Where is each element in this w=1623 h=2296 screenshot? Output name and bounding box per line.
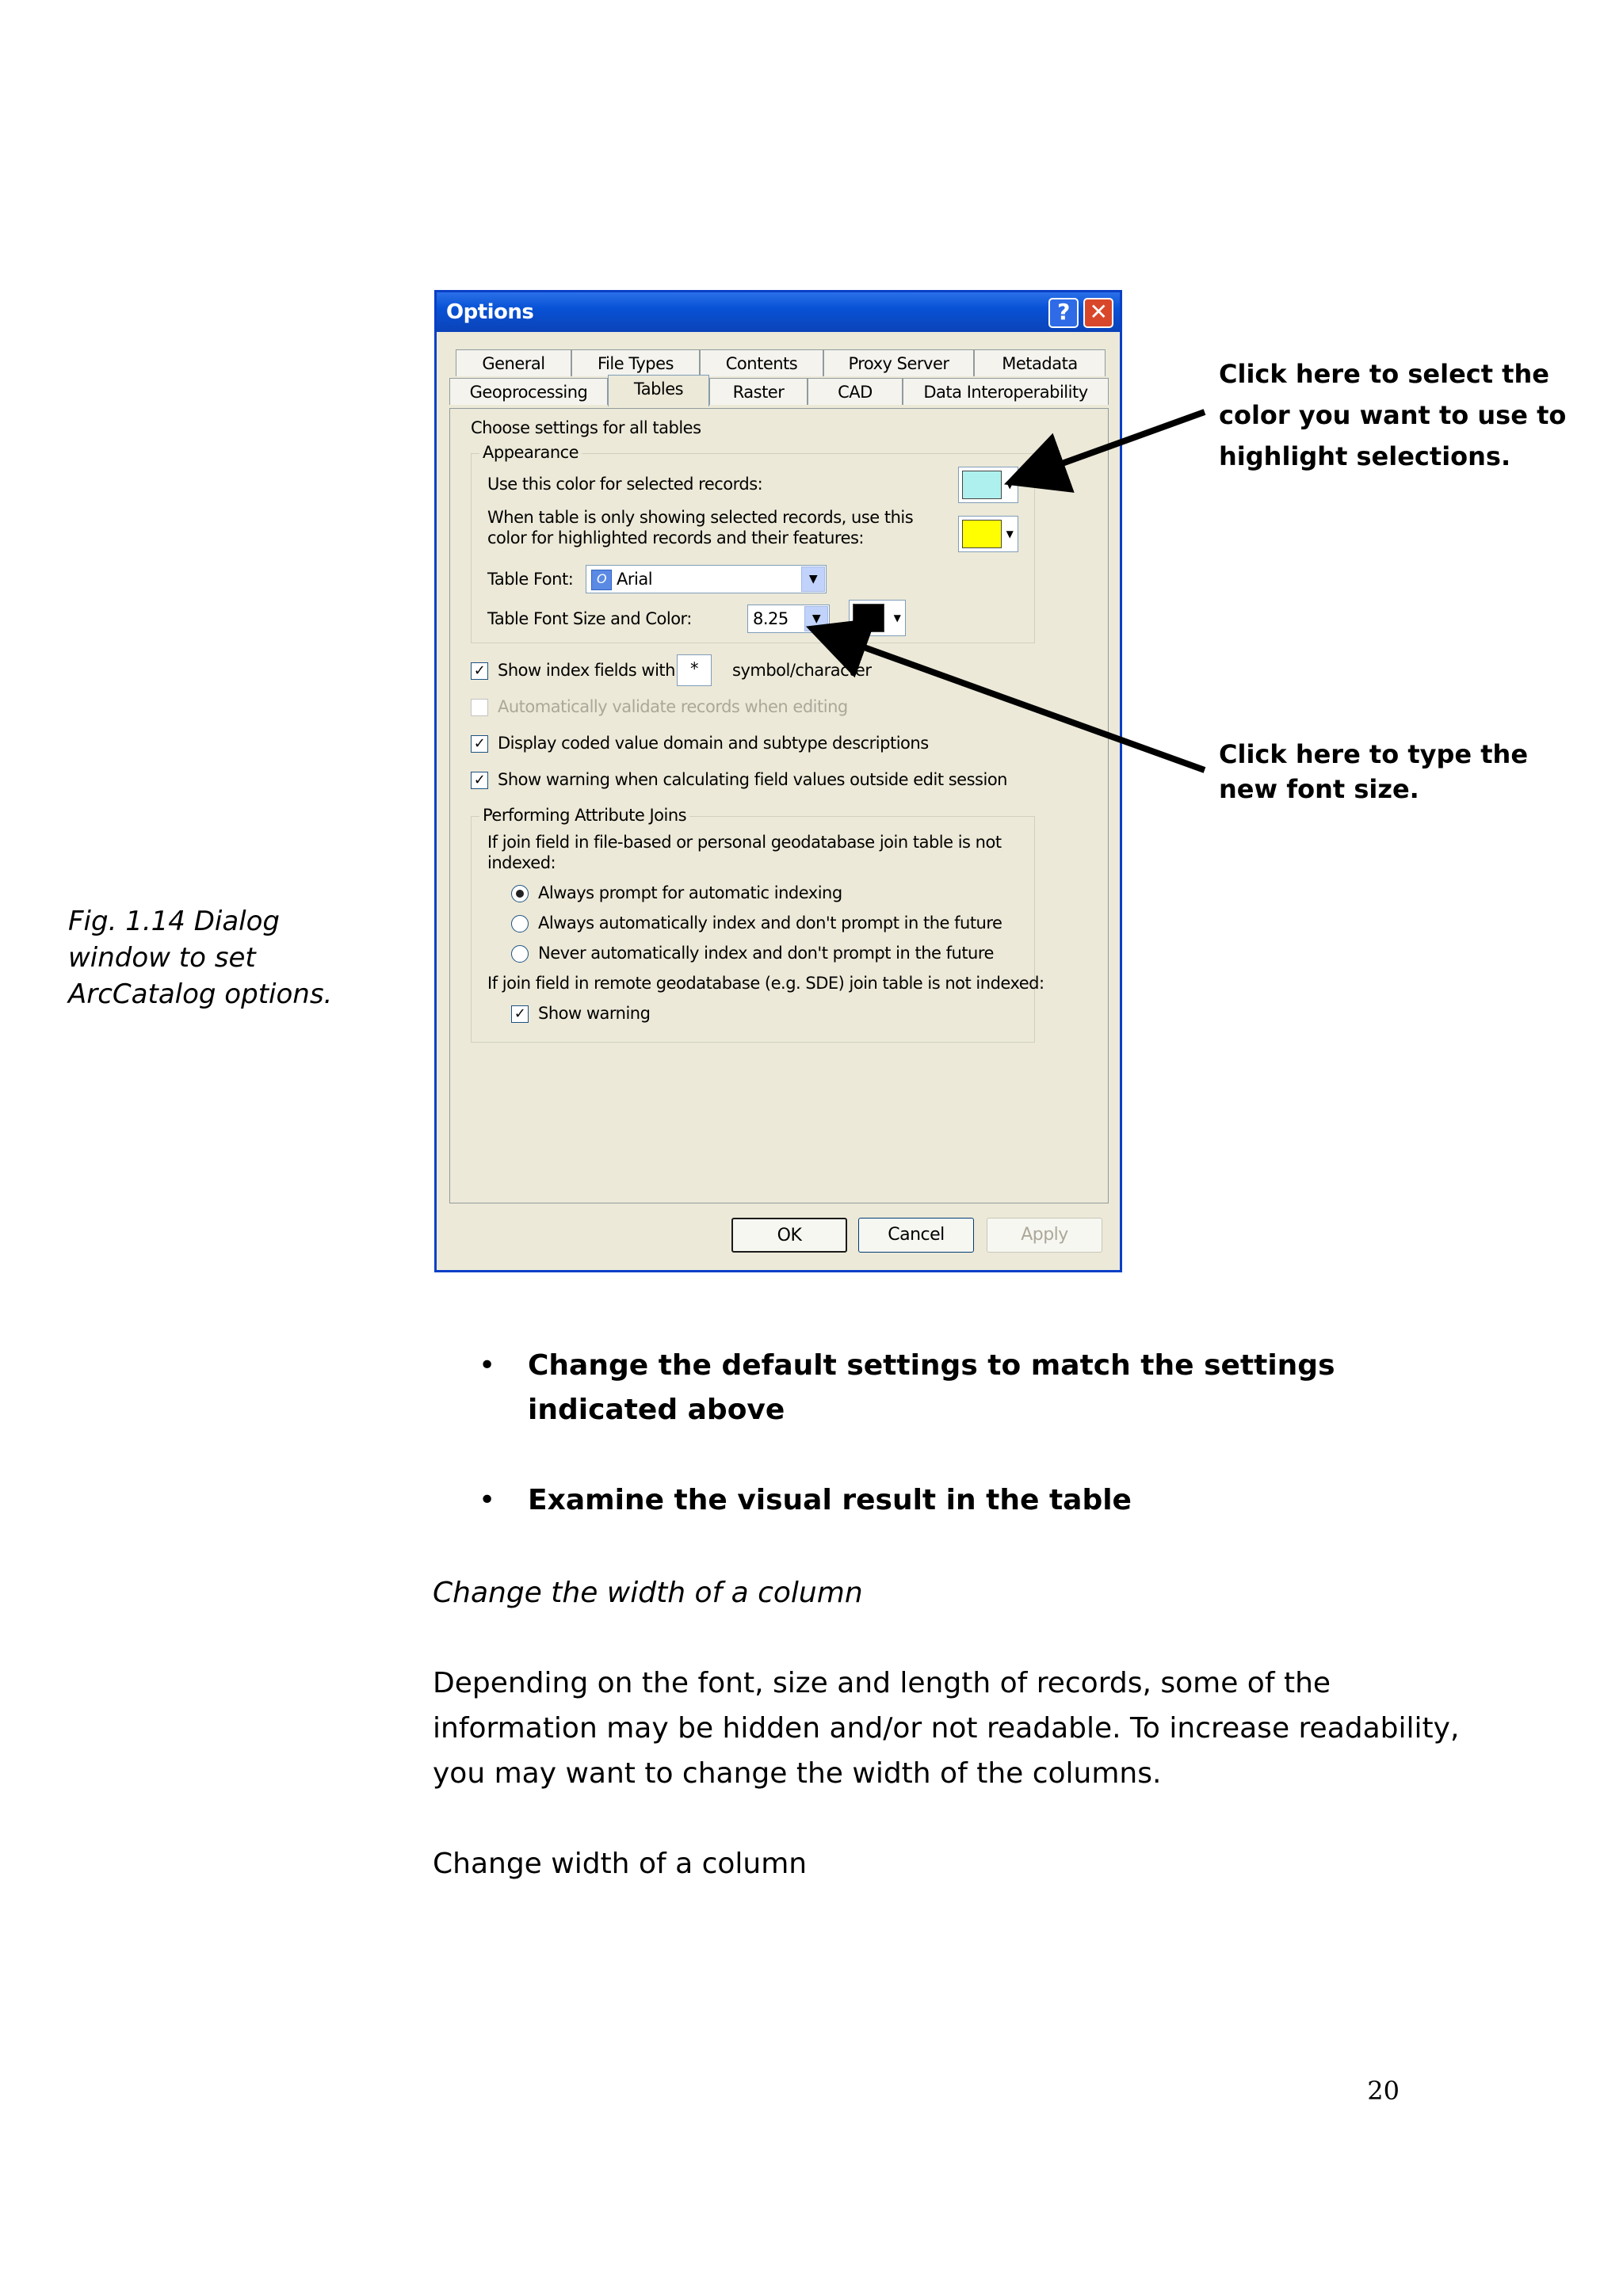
- bullet-item: • Change the default settings to match the settings indicated above: [479, 1344, 1461, 1432]
- file-based-join-text-1: If join field in file-based or personal geodatabase join table is not: [487, 833, 1002, 852]
- auto-validate-label: Automatically validate records when editing: [498, 697, 848, 716]
- radio-never-index-label: Never automatically index and don't prompt in the future: [538, 944, 994, 963]
- figure-caption: Fig. 1.14 Dialog window to set ArcCatalog options.: [68, 906, 333, 1010]
- tab-cad[interactable]: CAD: [808, 378, 903, 405]
- tab-contents[interactable]: Contents: [700, 349, 823, 376]
- show-warning-checkbox[interactable]: ✓: [511, 1005, 529, 1023]
- tab-file-types[interactable]: File Types: [571, 349, 700, 376]
- ok-button[interactable]: OK: [731, 1218, 847, 1253]
- close-button[interactable]: ✕: [1083, 298, 1113, 328]
- instruction-line: Change width of a column: [433, 1848, 808, 1880]
- index-symbol-input[interactable]: *: [677, 654, 712, 686]
- tab-metadata[interactable]: Metadata: [974, 349, 1106, 376]
- tab-geoprocessing[interactable]: Geoprocessing: [449, 378, 608, 405]
- page-number: 20: [1367, 2076, 1400, 2106]
- coded-values-checkbox[interactable]: ✓: [471, 735, 488, 753]
- chevron-down-icon: ▼: [893, 612, 901, 624]
- show-warning-calc-label: Show warning when calculating field values outside edit session: [498, 770, 1007, 789]
- arrow-to-color-picker: [1016, 412, 1205, 480]
- help-button[interactable]: ?: [1048, 298, 1079, 328]
- remote-join-text: If join field in remote geodatabase (e.g. SDE) join table is not indexed:: [487, 974, 1044, 993]
- section-heading: Change the width of a column: [433, 1577, 863, 1609]
- index-symbol-suffix: symbol/character: [732, 661, 872, 680]
- tab-general[interactable]: General: [456, 349, 571, 376]
- show-index-fields-label: Show index fields with: [498, 661, 675, 680]
- highlight-color-label-1: When table is only showing selected records, use this: [487, 508, 914, 527]
- table-font-size-value: 8.25: [753, 609, 789, 628]
- selected-color-label: Use this color for selected records:: [487, 475, 763, 494]
- callout-font-size: Click here to type the new font size.: [1219, 739, 1529, 804]
- file-based-join-text-2: indexed:: [487, 853, 556, 872]
- radio-always-index-label: Always automatically index and don't prompt in the future: [538, 913, 1002, 933]
- show-warning-label: Show warning: [538, 1004, 651, 1023]
- attribute-joins-title: Performing Attribute Joins: [479, 806, 689, 825]
- chevron-down-icon: ▼: [1006, 479, 1014, 490]
- cancel-button[interactable]: Cancel: [858, 1218, 974, 1253]
- appearance-title: Appearance: [479, 443, 582, 462]
- chevron-down-icon: ▼: [804, 606, 828, 631]
- tab-proxy-server[interactable]: Proxy Server: [823, 349, 974, 376]
- bullet-item: • Examine the visual result in the table: [479, 1478, 1461, 1523]
- callout-color: Click here to select the color you want to use to highlight selections.: [1219, 359, 1567, 471]
- show-index-fields-checkbox[interactable]: ✓: [471, 662, 488, 680]
- panel-heading: Choose settings for all tables: [471, 418, 701, 437]
- font-type-icon: O: [591, 570, 612, 590]
- apply-button[interactable]: Apply: [987, 1218, 1102, 1253]
- chevron-down-icon: ▼: [1006, 528, 1014, 540]
- instruction-bullets: [479, 1344, 1461, 1569]
- tab-data-interoperability[interactable]: Data Interoperability: [903, 378, 1109, 405]
- highlight-color-label-2: color for highlighted records and their features:: [487, 528, 865, 547]
- table-font-label: Table Font:: [487, 570, 574, 589]
- table-font-size-label: Table Font Size and Color:: [487, 609, 692, 628]
- table-font-value: Arial: [617, 570, 653, 589]
- tab-tables[interactable]: Tables: [608, 375, 709, 406]
- tab-raster[interactable]: Raster: [709, 378, 808, 405]
- radio-always-prompt-label: Always prompt for automatic indexing: [538, 883, 842, 902]
- chevron-down-icon: ▼: [801, 566, 825, 592]
- show-warning-calc-checkbox[interactable]: ✓: [471, 772, 488, 789]
- coded-values-label: Display coded value domain and subtype descriptions: [498, 734, 929, 753]
- dialog-title: Options: [446, 300, 534, 324]
- body-paragraph: Depending on the font, size and length of records, some of the information may be hidden and/or not readable. To increase readability, you may want to change the width of the columns.: [433, 1667, 1460, 1790]
- arrow-to-font-size: [818, 631, 1205, 770]
